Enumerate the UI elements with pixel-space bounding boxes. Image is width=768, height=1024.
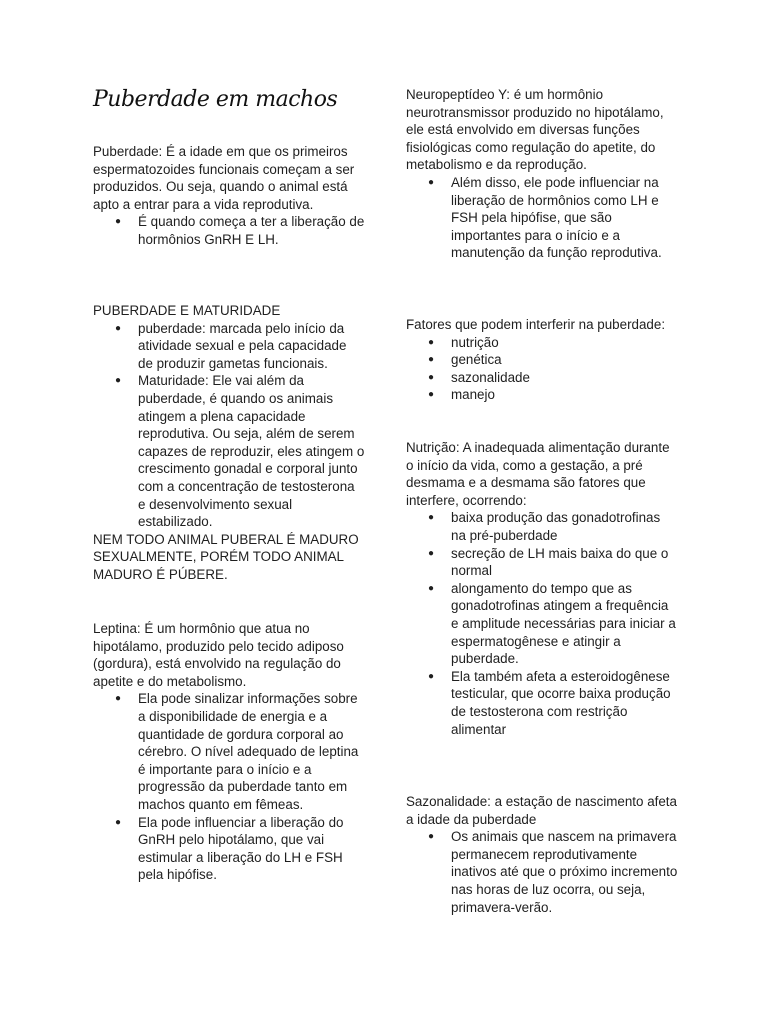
- list-item: ● secreção de LH mais baixa do que o normal: [406, 545, 678, 580]
- nutricao-section: [406, 439, 678, 738]
- list-item: ● alongamento do tempo que as gonadotrofinas atingem a frequência e amplitude necessárias para iniciar a espermatogênese e atingir a puberdade.: [406, 580, 678, 668]
- list-item: ● Os animais que nascem na primavera permanecem reprodutivamente inativos até que o próximo incremento nas horas de luz ocorra, ou seja, primavera-verão.: [406, 828, 678, 916]
- page-title: Puberdade em machos: [93, 87, 338, 112]
- list-item: ● genética: [406, 351, 678, 369]
- list-item: ● baixa produção das gonadotrofinas na pré-puberdade: [406, 509, 678, 544]
- list-item: ● Além disso, ele pode influenciar na liberação de hormônios como LH e FSH pela hipófise, que são importantes para o início e a manutenção da função reprodutiva.: [406, 174, 678, 262]
- list-item: ● puberdade: marcada pelo início da atividade sexual e pela capacidade de produzir gametas funcionais.: [93, 320, 365, 373]
- list-item: ● manejo: [406, 386, 678, 404]
- puberdade-section: [93, 143, 365, 249]
- list-item: ● Ela também afeta a esteroidogênese testicular, que ocorre baixa produção de testosterona com restrição alimentar: [406, 668, 678, 738]
- fatores-heading: Fatores que podem interferir na puberdade:: [406, 317, 666, 332]
- list-item: ● Ela pode sinalizar informações sobre a disponibilidade de energia e a quantidade de gordura corporal ao cérebro. O nível adequado de leptina é importante para o início e a progressão da puberdade tanto em machos quanto em fêmeas.: [93, 690, 365, 813]
- npy-list: [406, 174, 678, 262]
- npy-section: [406, 86, 678, 262]
- leptina-list: [93, 690, 365, 884]
- puberdade-list: [93, 213, 365, 248]
- list-item: ● É quando começa a ter a liberação de hormônios GnRH E LH.: [93, 213, 365, 248]
- nutricao-list: [406, 509, 678, 738]
- list-item: ● Maturidade: Ele vai além da puberdade, é quando os animais atingem a plena capacidade reprodutiva. Ou seja, além de serem capazes de reproduzir, eles atingem o crescimento gonadal e corporal junto com a concentração de testosterona e desenvolvimento sexual estabilizado.: [93, 372, 365, 530]
- leptina-section: [93, 620, 365, 884]
- list-item: ● sazonalidade: [406, 369, 678, 387]
- list-item: ● Ela pode influenciar a liberação do GnRH pelo hipotálamo, que vai estimular a liberação do LH e FSH pela hipófise.: [93, 814, 365, 884]
- fatores-list: [406, 334, 678, 404]
- maturidade-list: [93, 320, 365, 531]
- nutricao-definition: Nutrição: A inadequada alimentação durante o início da vida, como a gestação, a pré desmama e a desmama são fatores que interfere, ocorrendo:: [406, 440, 670, 508]
- sazonalidade-section: [406, 793, 678, 916]
- npy-definition: Neuropeptídeo Y: é um hormônio neurotransmissor produzido no hipotálamo, ele está envolvido em diversas funções fisiológicas como regulação do apetite, do metabolismo e da reprodução.: [406, 87, 664, 173]
- leptina-definition: Leptina: É um hormônio que atua no hipotálamo, produzido pelo tecido adiposo (gordura), está envolvido na regulação do apetite e do metabolismo.: [93, 621, 344, 689]
- maturidade-note: NEM TODO ANIMAL PUBERAL É MADURO SEXUALMENTE, PORÉM TODO ANIMAL MADURO É PÚBERE.: [93, 531, 359, 582]
- maturidade-heading: PUBERDADE E MATURIDADE: [93, 303, 281, 318]
- puberdade-definition: Puberdade: É a idade em que os primeiros espermatozoides funcionais começam a ser produzidos. Ou seja, quando o animal está apto a entrar para a vida reprodutiva.: [93, 144, 355, 212]
- maturidade-section: [93, 302, 365, 584]
- sazonalidade-definition: Sazonalidade: a estação de nascimento afeta a idade da puberdade: [406, 794, 677, 827]
- fatores-section: [406, 316, 678, 404]
- sazonalidade-list: [406, 828, 678, 916]
- list-item: ● nutrição: [406, 334, 678, 352]
